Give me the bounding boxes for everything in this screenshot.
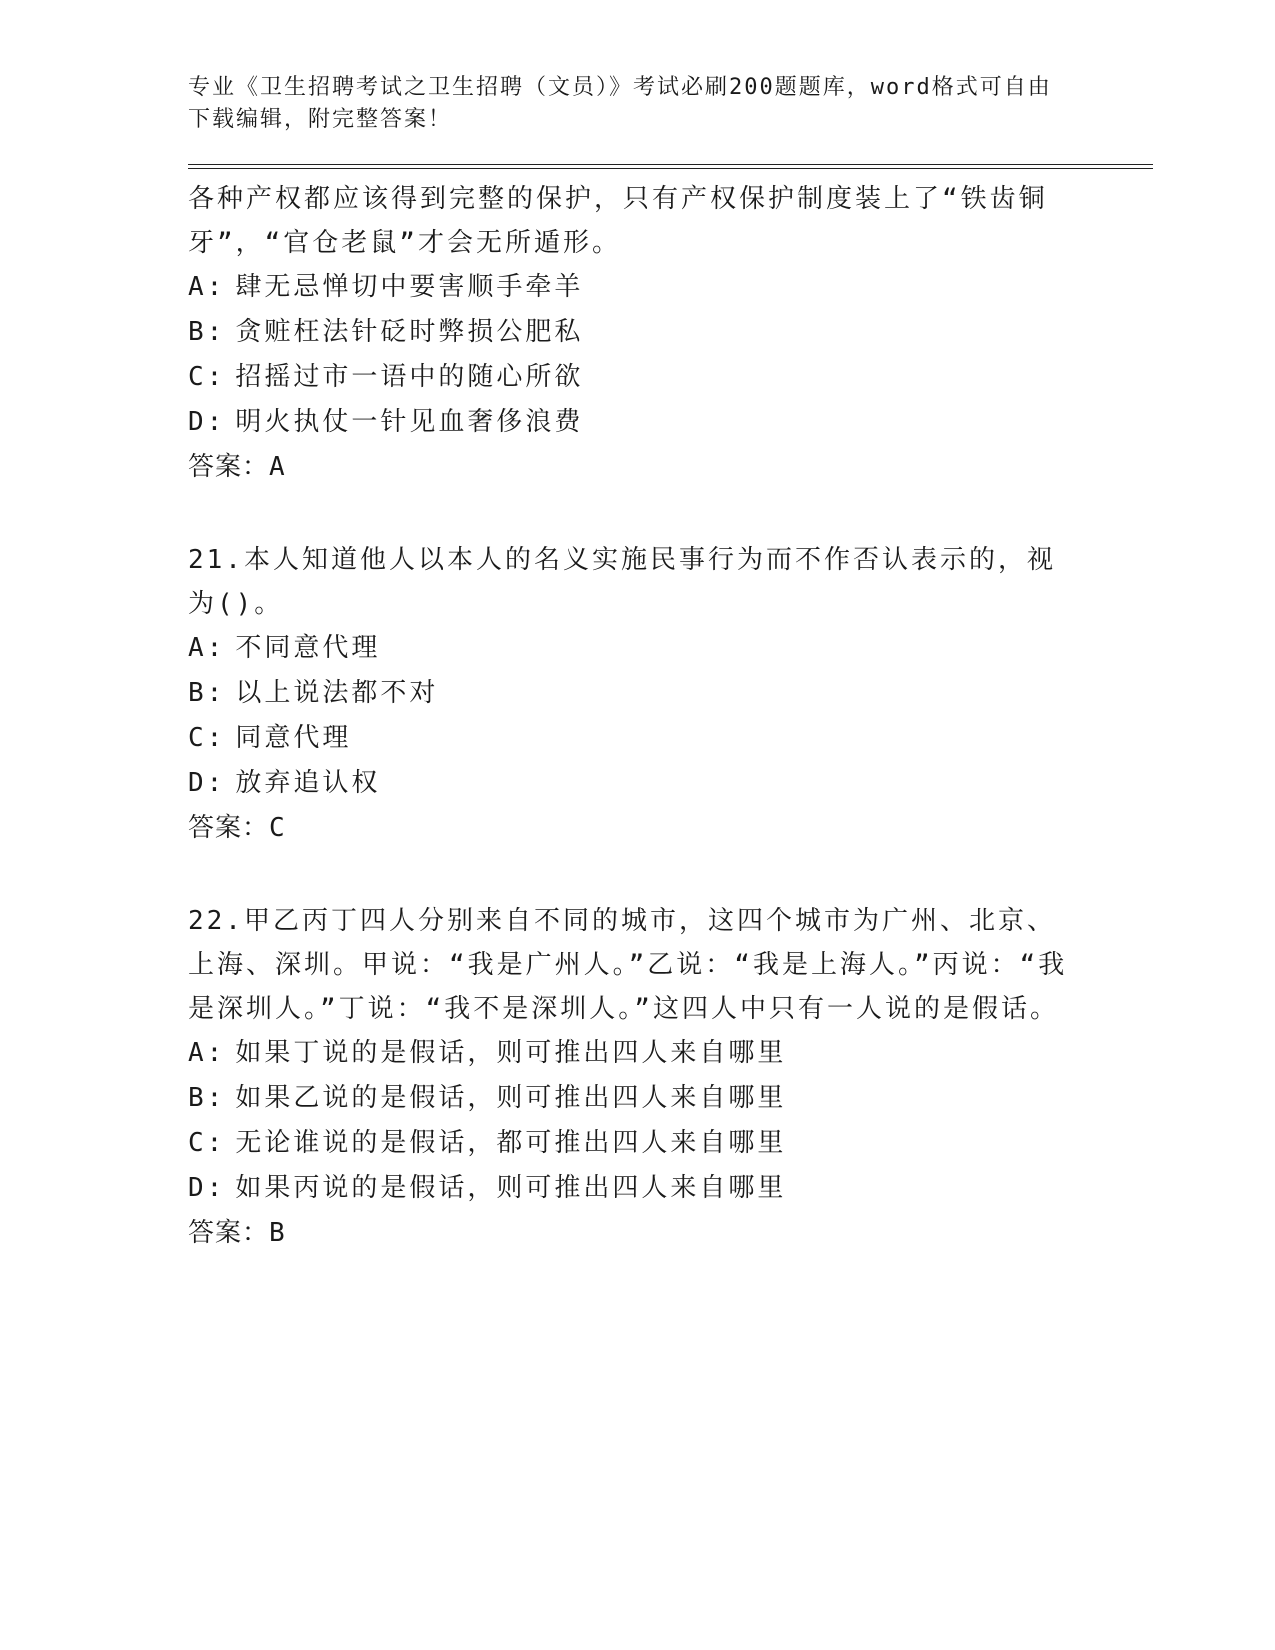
option-label: B: — [188, 678, 226, 708]
question-text: 各种产权都应该得到完整的保护，只有产权保护制度装上了“铁齿铜牙”，“官仓老鼠”才会无所遁形。 — [188, 184, 1048, 258]
answer-value: B — [269, 1218, 286, 1248]
option-c — [188, 1121, 1153, 1166]
question-list — [188, 177, 1153, 1256]
option-text: 同意代理 — [235, 723, 352, 753]
question-block — [188, 177, 1153, 490]
option-a — [188, 1031, 1153, 1076]
option-text: 招摇过市一语中的随心所欲 — [235, 362, 584, 392]
option-text: 无论谁说的是假话，都可推出四人来自哪里 — [235, 1128, 787, 1158]
document-page — [188, 72, 1153, 1256]
option-label: A: — [188, 272, 226, 302]
option-text: 如果丁说的是假话，则可推出四人来自哪里 — [235, 1038, 787, 1068]
option-text: 放弃追认权 — [235, 768, 381, 798]
option-text: 以上说法都不对 — [235, 678, 439, 708]
option-text: 肆无忌惮切中要害顺手牵羊 — [235, 272, 584, 302]
option-label: B: — [188, 317, 226, 347]
answer-value: A — [269, 452, 286, 482]
option-label: C: — [188, 1128, 226, 1158]
question-text: 22.甲乙丙丁四人分别来自不同的城市，这四个城市为广州、北京、上海、深圳。甲说：“我是广州人。”乙说：“我是上海人。”丙说：“我是深圳人。”丁说：“我不是深圳人。”这四人中只有一人说的是假话。 — [188, 906, 1068, 1024]
option-label: D: — [188, 768, 226, 798]
option-b — [188, 310, 1153, 355]
answer-line — [188, 1211, 1153, 1256]
option-d — [188, 761, 1153, 806]
answer-line — [188, 806, 1153, 851]
option-text: 明火执仗一针见血奢侈浪费 — [235, 407, 584, 437]
option-label: A: — [188, 1038, 226, 1068]
option-label: D: — [188, 407, 226, 437]
option-text: 如果丙说的是假话，则可推出四人来自哪里 — [235, 1173, 787, 1203]
option-text: 贪赃枉法针砭时弊损公肥私 — [235, 317, 584, 347]
option-c — [188, 716, 1153, 761]
document-header: 专业《卫生招聘考试之卫生招聘（文员）》考试必刷200题题库，word格式可自由下载编辑，附完整答案！ — [188, 75, 1052, 132]
option-text: 如果乙说的是假话，则可推出四人来自哪里 — [235, 1083, 787, 1113]
option-label: D: — [188, 1173, 226, 1203]
question-text: 21.本人知道他人以本人的名义实施民事行为而不作否认表示的，视为()。 — [188, 545, 1056, 619]
question-block — [188, 538, 1153, 851]
option-label: C: — [188, 723, 226, 753]
option-b — [188, 671, 1153, 716]
option-a — [188, 265, 1153, 310]
answer-label: 答案： — [188, 452, 270, 482]
answer-label: 答案： — [188, 813, 270, 843]
option-c — [188, 355, 1153, 400]
option-label: C: — [188, 362, 226, 392]
answer-value: C — [269, 813, 286, 843]
option-label: A: — [188, 633, 226, 663]
question-block — [188, 899, 1153, 1256]
option-d — [188, 400, 1153, 445]
answer-label: 答案： — [188, 1218, 270, 1248]
option-text: 不同意代理 — [235, 633, 381, 663]
answer-line — [188, 445, 1153, 490]
option-b — [188, 1076, 1153, 1121]
option-a — [188, 626, 1153, 671]
option-label: B: — [188, 1083, 226, 1113]
option-d — [188, 1166, 1153, 1211]
header-double-rule — [188, 164, 1153, 169]
